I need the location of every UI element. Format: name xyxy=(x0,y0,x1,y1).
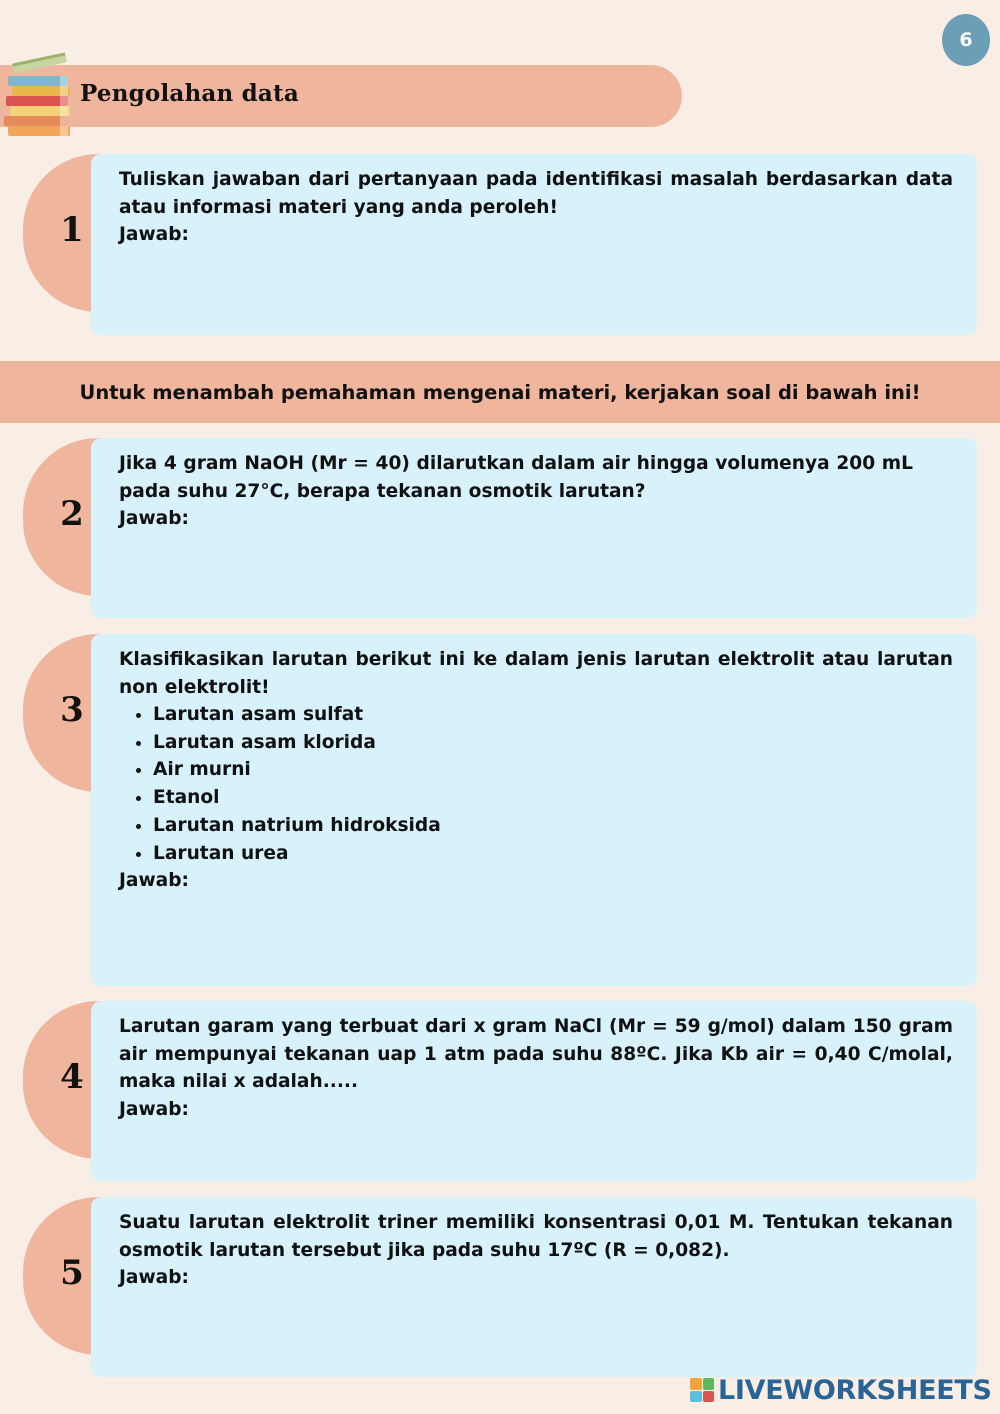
question-4-answer-label: Jawab: xyxy=(119,1098,189,1120)
list-item: • Larutan asam klorida xyxy=(153,729,953,757)
liveworksheets-mark-icon xyxy=(690,1378,714,1402)
question-3-list xyxy=(119,701,953,867)
liveworksheets-logo xyxy=(690,1374,992,1406)
question-2-answer-label: Jawab: xyxy=(119,508,189,529)
instruction-banner-text: Untuk menambah pemahaman mengenai materi, kerjakan soal di bawah ini! xyxy=(79,380,921,404)
question-4-number: 4 xyxy=(60,1057,84,1097)
books-stack-icon xyxy=(0,50,80,142)
list-item: • Larutan urea xyxy=(153,840,953,868)
question-4-text: Larutan garam yang terbuat dari x gram NaCl (Mr = 59 g/mol) dalam 150 gram air mempunyai tekanan uap 1 atm pada suhu 88ºC. Jika Kb air = 0,40 C/molal, maka nilai x adalah..... xyxy=(119,1016,953,1092)
question-4-card xyxy=(91,1001,977,1181)
question-5-answer-label: Jawab: xyxy=(119,1267,189,1288)
question-3-number: 3 xyxy=(60,690,84,730)
question-3-card xyxy=(91,634,977,986)
question-1-number: 1 xyxy=(60,210,84,250)
question-2-text: Jika 4 gram NaOH (Mr = 40) dilarutkan dalam air hingga volumenya 200 mL pada suhu 27°C, berapa tekanan osmotik larutan? xyxy=(119,453,913,502)
section-title: Pengolahan data xyxy=(80,80,299,107)
page-number: 6 xyxy=(959,29,973,51)
list-item: • Larutan asam sulfat xyxy=(153,701,953,729)
question-2-card xyxy=(91,438,977,618)
question-1-text: Tuliskan jawaban dari pertanyaan pada identifikasi masalah berdasarkan data atau informasi materi yang anda peroleh! xyxy=(119,169,953,218)
list-item: • Etanol xyxy=(153,784,953,812)
question-3-text: Klasifikasikan larutan berikut ini ke dalam jenis larutan elektrolit atau larutan non elektrolit! xyxy=(119,649,953,698)
question-1-card xyxy=(91,154,977,335)
question-2-number: 2 xyxy=(60,494,84,534)
liveworksheets-brand-text: LIVEWORKSHEETS xyxy=(718,1374,992,1406)
list-item: • Air murni xyxy=(153,756,953,784)
list-item: • Larutan natrium hidroksida xyxy=(153,812,953,840)
question-1-answer-label: Jawab: xyxy=(119,224,189,245)
question-5-number: 5 xyxy=(60,1253,84,1293)
instruction-banner xyxy=(0,361,1000,423)
question-3-answer-label: Jawab: xyxy=(119,870,189,892)
question-5-card xyxy=(91,1197,977,1377)
page-number-badge xyxy=(942,14,990,66)
question-5-text: Suatu larutan elektrolit triner memiliki konsentrasi 0,01 M. Tentukan tekanan osmotik larutan tersebut jika pada suhu 17ºC (R = 0,082). xyxy=(119,1212,953,1261)
